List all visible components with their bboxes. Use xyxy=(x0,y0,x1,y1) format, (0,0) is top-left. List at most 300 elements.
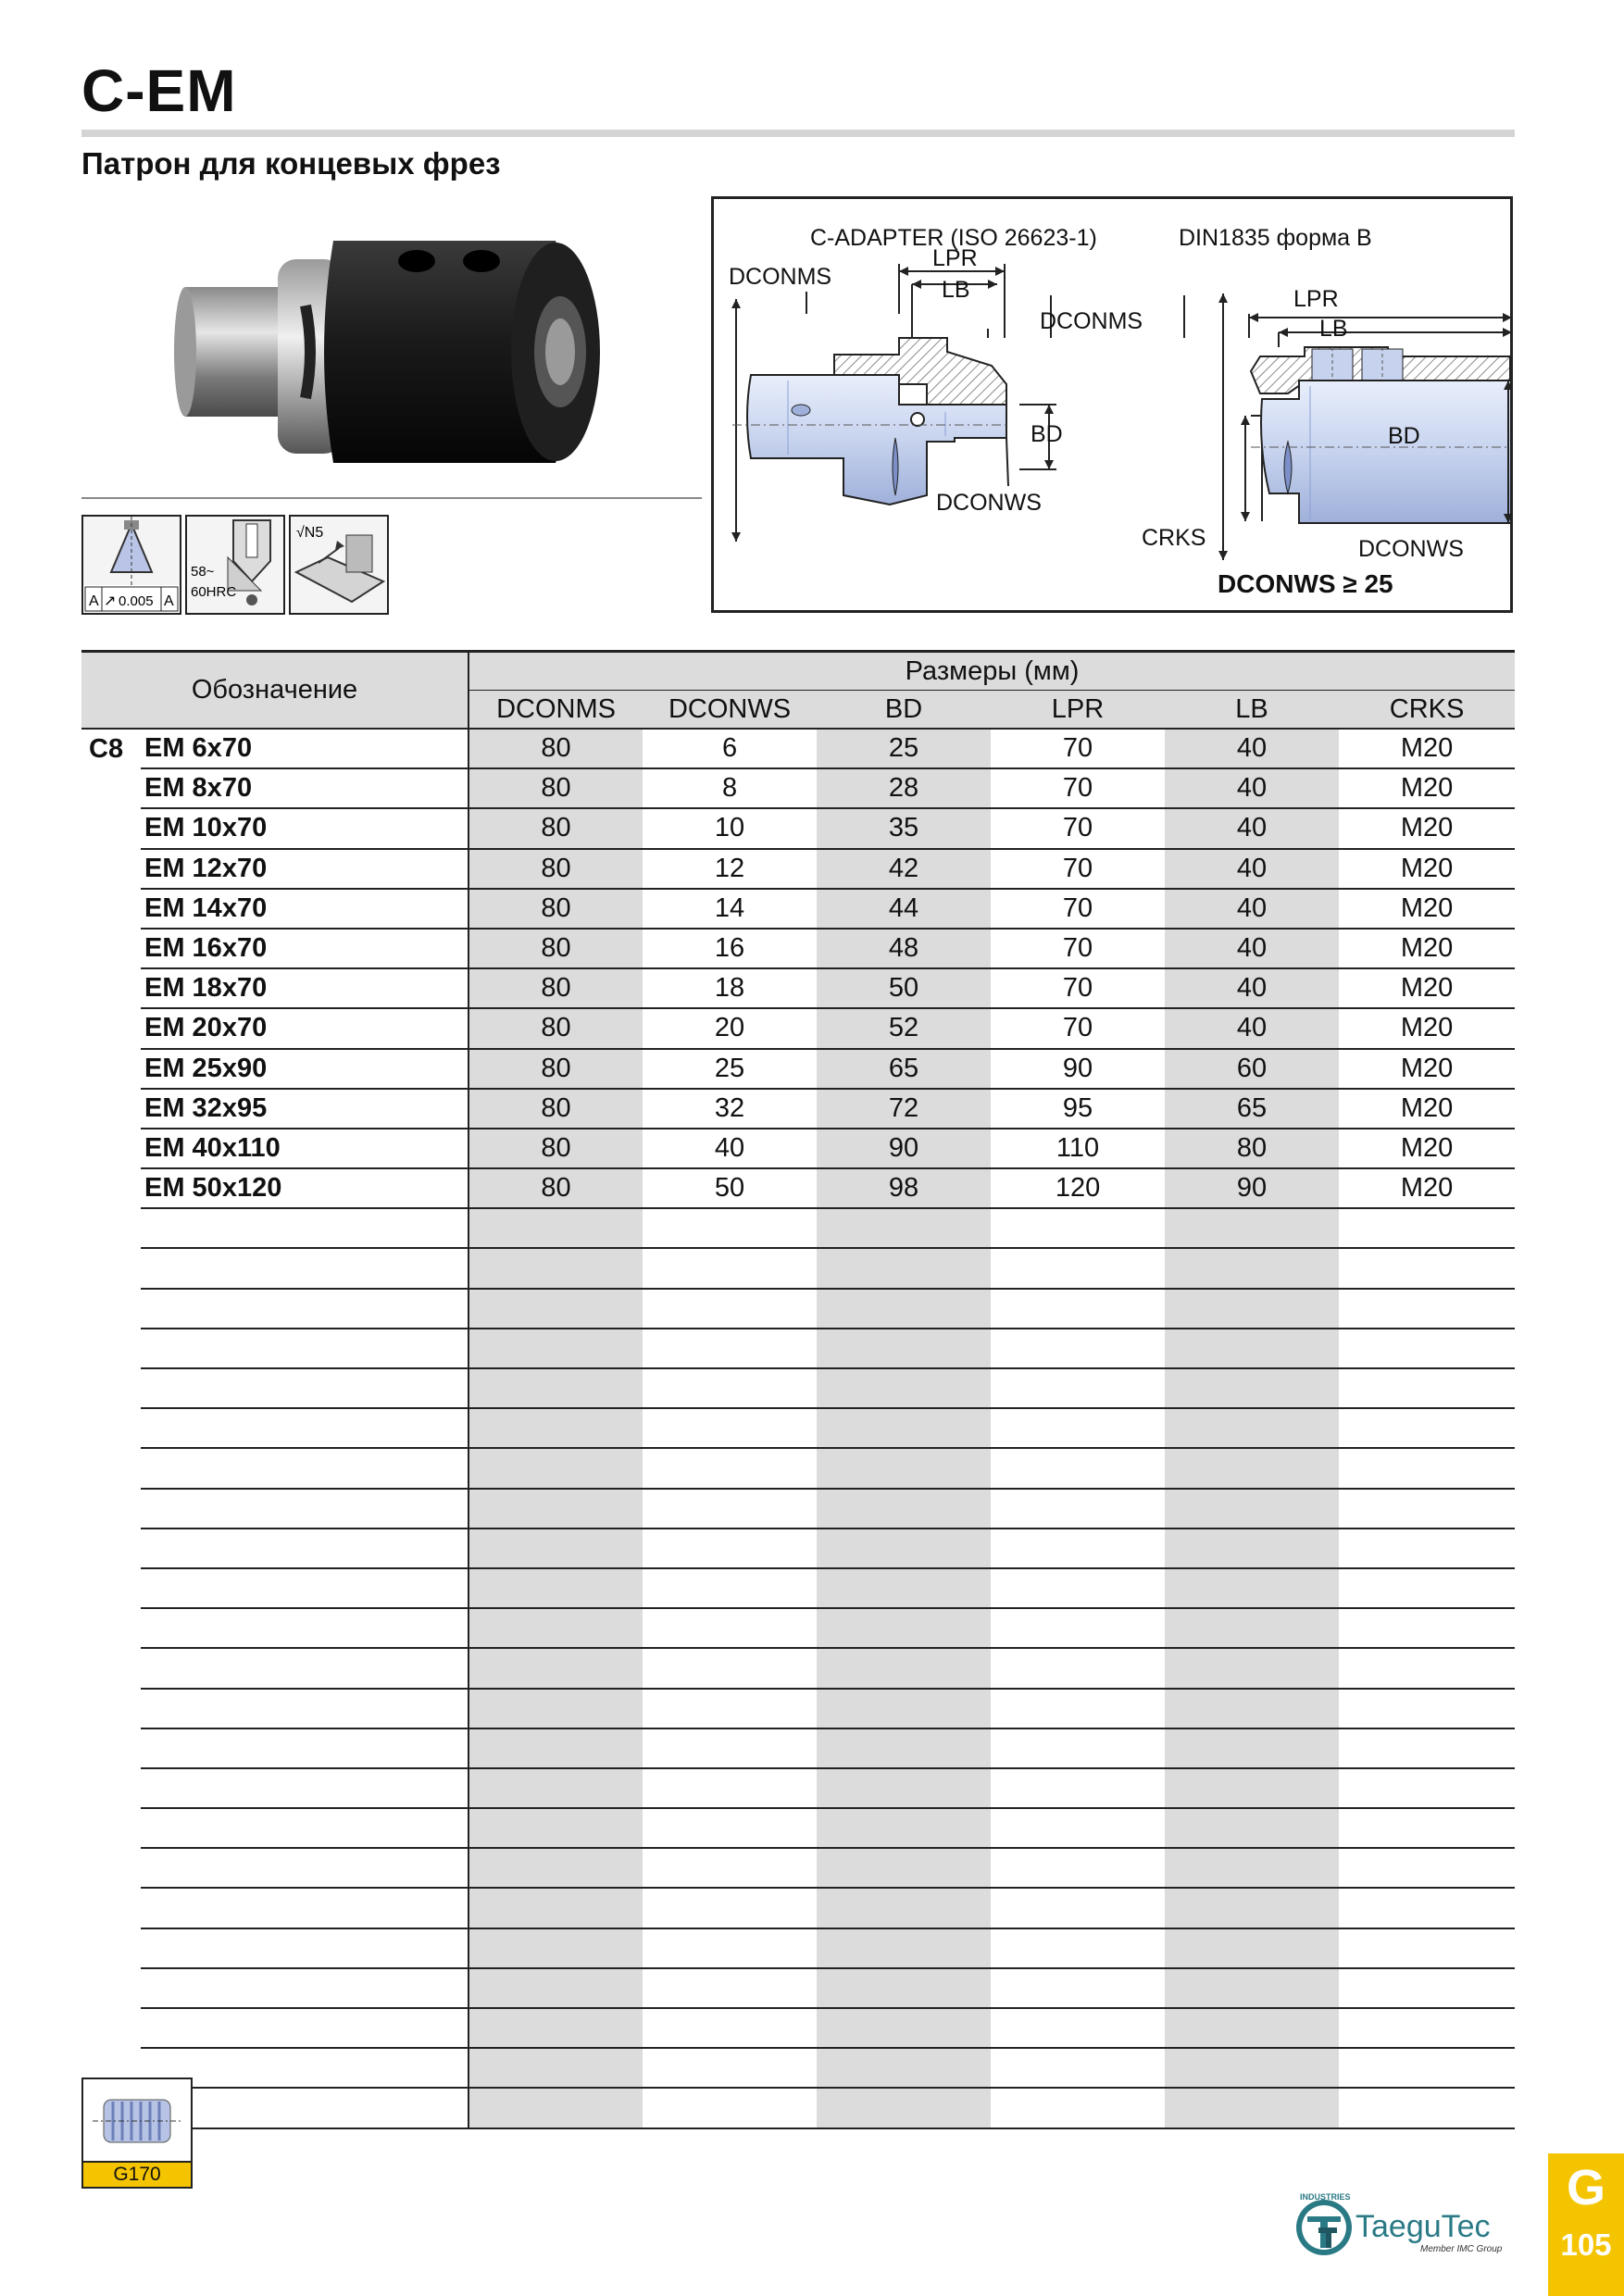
page-number: 105 xyxy=(1560,2227,1612,2262)
cell-dconms xyxy=(468,1408,643,1448)
row-prefix xyxy=(81,1768,141,1808)
row-designation xyxy=(141,1329,468,1368)
cell-bd xyxy=(817,1768,991,1808)
row-designation: EM 8x70 xyxy=(141,768,468,808)
cell-crks xyxy=(1339,1768,1515,1808)
diagram-left-title: C-ADAPTER (ISO 26623-1) xyxy=(810,225,1097,251)
dimensions-header: Размеры (мм) xyxy=(468,652,1515,691)
surface-finish-icon xyxy=(289,515,389,615)
row-prefix xyxy=(81,1648,141,1688)
cell-dconms: 80 xyxy=(468,768,643,808)
cell-bd xyxy=(817,1728,991,1768)
cell-dconms xyxy=(468,2048,643,2088)
taegutec-logo xyxy=(1291,2190,1522,2259)
cell-dconws: 16 xyxy=(643,929,817,968)
cell-bd xyxy=(817,1648,991,1688)
table-row xyxy=(81,929,1515,968)
cell-dconms xyxy=(468,1489,643,1529)
cell-lpr xyxy=(991,1489,1165,1529)
row-prefix xyxy=(81,1168,141,1208)
row-prefix xyxy=(81,808,141,848)
row-designation: EM 10x70 xyxy=(141,808,468,848)
col-header-lb: LB xyxy=(1165,691,1339,730)
cell-lb: 40 xyxy=(1165,889,1339,929)
cell-lpr xyxy=(991,1329,1165,1368)
cell-bd: 50 xyxy=(817,968,991,1008)
row-prefix xyxy=(81,2008,141,2048)
runout-icon xyxy=(81,515,181,615)
cell-dconws: 18 xyxy=(643,968,817,1008)
row-prefix xyxy=(81,1008,141,1048)
cell-lb xyxy=(1165,1329,1339,1368)
hardness-icon xyxy=(185,515,285,615)
cell-lpr xyxy=(991,1368,1165,1408)
label-right-dconms: DCONMS xyxy=(1040,308,1143,334)
cell-dconws: 10 xyxy=(643,808,817,848)
cell-dconms: 80 xyxy=(468,1049,643,1089)
cell-dconms xyxy=(468,2088,643,2128)
cell-crks xyxy=(1339,1289,1515,1329)
cell-lb xyxy=(1165,1608,1339,1648)
cell-dconws xyxy=(643,1608,817,1648)
logo-tagline: Member IMC Group xyxy=(1420,2244,1503,2254)
cell-dconws: 20 xyxy=(643,1008,817,1048)
row-designation: EM 14x70 xyxy=(141,889,468,929)
empty-table-row xyxy=(81,1248,1515,1288)
cell-bd xyxy=(817,1848,991,1888)
page-subtitle: Патрон для концевых фрез xyxy=(81,146,501,181)
cell-dconws: 12 xyxy=(643,849,817,889)
cell-dconws xyxy=(643,2048,817,2088)
label-left-bd: BD xyxy=(1031,421,1063,447)
row-designation: EM 20x70 xyxy=(141,1008,468,1048)
title-rule xyxy=(81,130,1515,137)
cell-dconms xyxy=(468,1248,643,1288)
cell-dconms xyxy=(468,1689,643,1728)
empty-table-row xyxy=(81,1529,1515,1568)
cell-lpr xyxy=(991,1808,1165,1848)
empty-table-row xyxy=(81,1448,1515,1488)
cell-crks xyxy=(1339,1208,1515,1248)
cell-dconms: 80 xyxy=(468,729,643,768)
cell-dconws xyxy=(643,1329,817,1368)
cell-bd xyxy=(817,1529,991,1568)
cell-bd xyxy=(817,1329,991,1368)
product-photo xyxy=(167,213,630,491)
row-designation: EM 50x120 xyxy=(141,1168,468,1208)
cell-dconms: 80 xyxy=(468,968,643,1008)
cell-lpr xyxy=(991,1608,1165,1648)
table-row xyxy=(81,1049,1515,1089)
label-right-dconws: DCONWS xyxy=(1358,536,1464,562)
cell-lb xyxy=(1165,1968,1339,2008)
row-designation: EM 32x95 xyxy=(141,1089,468,1129)
row-designation xyxy=(141,2008,468,2048)
cell-crks: M20 xyxy=(1339,1168,1515,1208)
row-prefix xyxy=(81,849,141,889)
cell-crks: M20 xyxy=(1339,729,1515,768)
cell-dconms xyxy=(468,1208,643,1248)
cell-lb xyxy=(1165,1689,1339,1728)
cell-dconws: 8 xyxy=(643,768,817,808)
table-row xyxy=(81,889,1515,929)
cell-dconms xyxy=(468,1368,643,1408)
cell-crks: M20 xyxy=(1339,1049,1515,1089)
cell-crks: M20 xyxy=(1339,929,1515,968)
row-designation xyxy=(141,1208,468,1248)
cell-bd: 52 xyxy=(817,1008,991,1048)
empty-table-row xyxy=(81,1968,1515,2008)
empty-table-row xyxy=(81,1489,1515,1529)
table-row xyxy=(81,808,1515,848)
cell-crks: M20 xyxy=(1339,1129,1515,1168)
cell-dconms: 80 xyxy=(468,929,643,968)
cell-dconws xyxy=(643,1489,817,1529)
cell-lb: 40 xyxy=(1165,849,1339,889)
cell-bd: 25 xyxy=(817,729,991,768)
cell-lpr: 90 xyxy=(991,1049,1165,1089)
cell-lpr xyxy=(991,1408,1165,1448)
cell-bd xyxy=(817,1448,991,1488)
row-designation: EM 12x70 xyxy=(141,849,468,889)
cell-crks xyxy=(1339,1408,1515,1448)
cell-dconms xyxy=(468,1448,643,1488)
cell-crks xyxy=(1339,1848,1515,1888)
row-prefix xyxy=(81,1448,141,1488)
empty-table-row xyxy=(81,1689,1515,1728)
cell-crks: M20 xyxy=(1339,1008,1515,1048)
cell-lpr: 70 xyxy=(991,1008,1165,1048)
cell-dconms xyxy=(468,1608,643,1648)
cell-lpr xyxy=(991,1968,1165,2008)
cell-bd: 90 xyxy=(817,1129,991,1168)
row-designation: EM 40x110 xyxy=(141,1129,468,1168)
table-row xyxy=(81,849,1515,889)
cell-crks xyxy=(1339,1529,1515,1568)
label-right-bd: BD xyxy=(1388,423,1420,449)
cell-lb xyxy=(1165,1248,1339,1288)
col-header-bd: BD xyxy=(817,691,991,730)
reference-page-label: G170 xyxy=(83,2161,191,2187)
cell-lpr xyxy=(991,1689,1165,1728)
cell-dconms xyxy=(468,1848,643,1888)
row-designation xyxy=(141,1648,468,1688)
cell-crks: M20 xyxy=(1339,968,1515,1008)
cell-crks: M20 xyxy=(1339,889,1515,929)
cell-lpr xyxy=(991,1728,1165,1768)
cell-dconws xyxy=(643,1689,817,1728)
cell-dconws xyxy=(643,2088,817,2128)
cell-dconws xyxy=(643,1888,817,1928)
runout-datum-left: A xyxy=(89,593,99,609)
cell-dconws: 40 xyxy=(643,1129,817,1168)
label-right-crks: CRKS xyxy=(1142,525,1206,551)
cell-lb xyxy=(1165,1848,1339,1888)
surface-finish-value: √N5 xyxy=(296,525,324,541)
cell-dconws xyxy=(643,1648,817,1688)
cell-bd xyxy=(817,2048,991,2088)
cell-lb: 60 xyxy=(1165,1049,1339,1089)
cell-dconws xyxy=(643,1248,817,1288)
cell-crks xyxy=(1339,1448,1515,1488)
cell-dconws xyxy=(643,1848,817,1888)
empty-table-row xyxy=(81,1888,1515,1928)
empty-table-row xyxy=(81,2008,1515,2048)
cell-dconms xyxy=(468,1289,643,1329)
row-designation xyxy=(141,1928,468,1968)
row-prefix xyxy=(81,1968,141,2008)
cell-crks xyxy=(1339,2048,1515,2088)
cell-crks xyxy=(1339,1329,1515,1368)
empty-table-row xyxy=(81,1289,1515,1329)
cell-crks xyxy=(1339,1808,1515,1848)
row-designation xyxy=(141,1568,468,1608)
cell-lpr: 95 xyxy=(991,1089,1165,1129)
table-row xyxy=(81,1168,1515,1208)
reference-thumbnail[interactable] xyxy=(81,2078,193,2189)
page-title: C-EM xyxy=(81,57,237,124)
row-prefix xyxy=(81,1049,141,1089)
cell-dconms: 80 xyxy=(468,889,643,929)
row-prefix xyxy=(81,1329,141,1368)
row-designation xyxy=(141,1529,468,1568)
cell-bd xyxy=(817,1489,991,1529)
designation-header: Обозначение xyxy=(81,652,468,730)
row-prefix xyxy=(81,1848,141,1888)
cell-lpr xyxy=(991,1208,1165,1248)
row-designation xyxy=(141,1728,468,1768)
cell-lb: 40 xyxy=(1165,1008,1339,1048)
empty-table-row xyxy=(81,1368,1515,1408)
cell-dconms xyxy=(468,2008,643,2048)
cell-dconms xyxy=(468,1728,643,1768)
cell-bd: 28 xyxy=(817,768,991,808)
svg-text:↗: ↗ xyxy=(104,593,117,609)
label-left-lb: LB xyxy=(942,277,970,303)
cell-lb: 90 xyxy=(1165,1168,1339,1208)
row-designation xyxy=(141,1608,468,1648)
label-right-lpr: LPR xyxy=(1293,286,1339,312)
cell-lb xyxy=(1165,1888,1339,1928)
row-prefix xyxy=(81,1208,141,1248)
cell-crks: M20 xyxy=(1339,849,1515,889)
cell-crks xyxy=(1339,1248,1515,1288)
row-prefix xyxy=(81,889,141,929)
empty-table-row xyxy=(81,2088,1515,2128)
cell-lpr xyxy=(991,2008,1165,2048)
cell-lpr xyxy=(991,1768,1165,1808)
cell-lb xyxy=(1165,1808,1339,1848)
cell-dconws: 25 xyxy=(643,1049,817,1089)
cell-dconms xyxy=(468,1968,643,2008)
row-prefix xyxy=(81,1608,141,1648)
cell-crks xyxy=(1339,1888,1515,1928)
row-designation: EM 6x70 xyxy=(141,729,468,768)
cell-lb: 40 xyxy=(1165,729,1339,768)
cell-dconms xyxy=(468,1568,643,1608)
row-prefix xyxy=(81,1689,141,1728)
empty-table-row xyxy=(81,1648,1515,1688)
table-row xyxy=(81,968,1515,1008)
cell-lpr: 120 xyxy=(991,1168,1165,1208)
cell-lb xyxy=(1165,1529,1339,1568)
cell-dconms: 80 xyxy=(468,808,643,848)
cell-bd xyxy=(817,1248,991,1288)
cell-lpr xyxy=(991,1848,1165,1888)
row-prefix xyxy=(81,1928,141,1968)
cell-dconws xyxy=(643,1208,817,1248)
row-prefix xyxy=(81,1089,141,1129)
cell-bd xyxy=(817,2088,991,2128)
cell-lb xyxy=(1165,2048,1339,2088)
section-tab[interactable] xyxy=(1548,2153,1624,2296)
cell-lpr xyxy=(991,2088,1165,2128)
cell-dconws xyxy=(643,1968,817,2008)
col-header-crks: CRKS xyxy=(1339,691,1515,730)
cell-dconws xyxy=(643,2008,817,2048)
cell-lb xyxy=(1165,1728,1339,1768)
col-header-dconms: DCONMS xyxy=(468,691,643,730)
row-designation xyxy=(141,1689,468,1728)
cell-crks xyxy=(1339,1489,1515,1529)
cell-lb: 40 xyxy=(1165,929,1339,968)
cell-bd: 72 xyxy=(817,1089,991,1129)
collet-icon xyxy=(83,2079,191,2163)
row-prefix: C8 xyxy=(89,733,124,764)
cell-dconms xyxy=(468,1768,643,1808)
cell-lpr: 110 xyxy=(991,1129,1165,1168)
cell-dconws xyxy=(643,1768,817,1808)
cell-lb xyxy=(1165,2008,1339,2048)
cell-dconws: 50 xyxy=(643,1168,817,1208)
cell-crks xyxy=(1339,1648,1515,1688)
empty-table-row xyxy=(81,1608,1515,1648)
cell-dconws xyxy=(643,1289,817,1329)
cell-dconms: 80 xyxy=(468,1168,643,1208)
empty-table-row xyxy=(81,1928,1515,1968)
cell-lb xyxy=(1165,1368,1339,1408)
cell-dconws xyxy=(643,1408,817,1448)
cell-dconws xyxy=(643,1808,817,1848)
label-left-lpr: LPR xyxy=(932,245,978,271)
cell-dconws xyxy=(643,1529,817,1568)
cell-bd xyxy=(817,1568,991,1608)
runout-datum-right: A xyxy=(164,593,174,609)
cell-dconms xyxy=(468,1529,643,1568)
empty-table-row xyxy=(81,1208,1515,1248)
row-prefix xyxy=(81,1808,141,1848)
cell-dconms: 80 xyxy=(468,1129,643,1168)
cell-dconms xyxy=(468,1808,643,1848)
cell-lb xyxy=(1165,1648,1339,1688)
cell-lpr: 70 xyxy=(991,929,1165,968)
cell-lpr: 70 xyxy=(991,808,1165,848)
row-designation xyxy=(141,1768,468,1808)
cell-crks: M20 xyxy=(1339,768,1515,808)
row-designation: EM 25x90 xyxy=(141,1049,468,1089)
empty-table-row xyxy=(81,1329,1515,1368)
row-designation: EM 18x70 xyxy=(141,968,468,1008)
cell-bd xyxy=(817,1928,991,1968)
runout-value: 0.005 xyxy=(119,593,154,609)
row-prefix xyxy=(81,1529,141,1568)
cell-crks: M20 xyxy=(1339,808,1515,848)
cell-crks xyxy=(1339,2008,1515,2048)
cell-bd: 48 xyxy=(817,929,991,968)
cell-dconws xyxy=(643,1928,817,1968)
cell-dconms: 80 xyxy=(468,1089,643,1129)
empty-table-row xyxy=(81,1808,1515,1848)
row-designation xyxy=(141,1248,468,1288)
cell-lb xyxy=(1165,1489,1339,1529)
cell-lpr xyxy=(991,1529,1165,1568)
table-row xyxy=(81,768,1515,808)
cell-crks xyxy=(1339,1368,1515,1408)
cell-bd xyxy=(817,2008,991,2048)
cell-lb xyxy=(1165,1408,1339,1448)
spec-table xyxy=(81,650,1515,2129)
technical-drawing xyxy=(711,196,1513,613)
row-designation xyxy=(141,1808,468,1848)
empty-table-row xyxy=(81,1408,1515,1448)
cell-lb: 40 xyxy=(1165,968,1339,1008)
photo-divider xyxy=(81,497,702,499)
cell-bd xyxy=(817,1208,991,1248)
cell-lb xyxy=(1165,1928,1339,1968)
cell-lb xyxy=(1165,1568,1339,1608)
svg-text:60HRC: 60HRC xyxy=(191,584,237,600)
cell-lpr: 70 xyxy=(991,889,1165,929)
table-row xyxy=(81,1089,1515,1129)
cell-bd xyxy=(817,1608,991,1648)
cell-dconws xyxy=(643,1568,817,1608)
cell-dconms: 80 xyxy=(468,1008,643,1048)
row-prefix xyxy=(81,1368,141,1408)
row-designation xyxy=(141,1289,468,1329)
row-designation xyxy=(141,1848,468,1888)
cell-bd xyxy=(817,1808,991,1848)
row-prefix xyxy=(81,1289,141,1329)
cell-crks xyxy=(1339,1928,1515,1968)
row-prefix xyxy=(81,1888,141,1928)
row-designation xyxy=(141,1448,468,1488)
cell-crks xyxy=(1339,2088,1515,2128)
row-designation xyxy=(141,1368,468,1408)
cell-lpr: 70 xyxy=(991,849,1165,889)
cell-lpr xyxy=(991,1448,1165,1488)
empty-table-row xyxy=(81,1768,1515,1808)
row-designation xyxy=(141,1968,468,2008)
cell-crks xyxy=(1339,1608,1515,1648)
cell-lpr xyxy=(991,1289,1165,1329)
cell-lb xyxy=(1165,1208,1339,1248)
row-prefix xyxy=(81,1728,141,1768)
col-header-lpr: LPR xyxy=(991,691,1165,730)
cell-lpr: 70 xyxy=(991,729,1165,768)
cell-lb xyxy=(1165,1768,1339,1808)
cell-bd xyxy=(817,1689,991,1728)
section-letter: G xyxy=(1566,2160,1605,2215)
cell-crks xyxy=(1339,1568,1515,1608)
cell-dconws xyxy=(643,1728,817,1768)
row-designation xyxy=(141,1489,468,1529)
cell-bd xyxy=(817,1408,991,1448)
cell-lpr xyxy=(991,1248,1165,1288)
cell-lpr xyxy=(991,2048,1165,2088)
cell-lpr xyxy=(991,1888,1165,1928)
row-prefix xyxy=(81,968,141,1008)
cell-dconms xyxy=(468,1928,643,1968)
